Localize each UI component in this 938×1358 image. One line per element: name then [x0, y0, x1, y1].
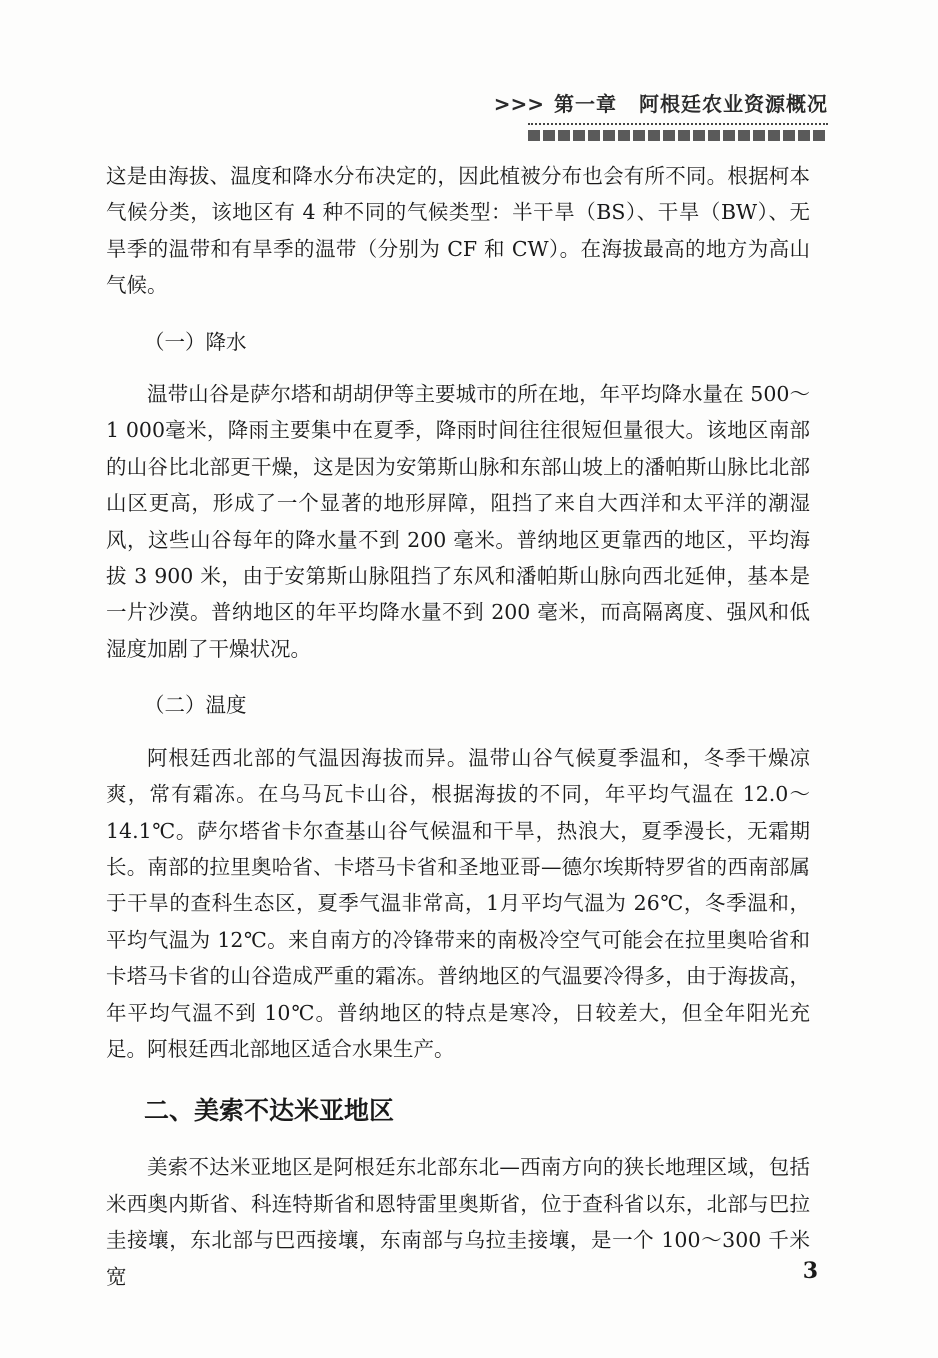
chapter-label: 第一章	[554, 92, 617, 116]
section-heading: 二、美索不达米亚地区	[144, 1096, 395, 1126]
chapter-title: 阿根廷农业资源概况	[639, 92, 828, 116]
header-dotted-rule	[528, 121, 828, 125]
precipitation-heading: （一）降水	[144, 329, 247, 354]
running-header	[494, 88, 828, 141]
precipitation-paragraph: 温带山谷是萨尔塔和胡胡伊等主要城市的所在地，年平均降水量在 500～1 000毫米，降雨主要集中在夏季，降雨时间往往很短但量很大。该地区南部的山谷比北部更干燥，这是因为安第斯山脉和东部山坡上的潘帕斯山脉比北部山区更高，形成了一个显著的地形屏障，阻挡了来自大西洋和太平洋的潮湿风，这些山谷每年的降水量不到 200 毫米。普纳地区更靠西的地区，平均海拔 3 900 米，由于安第斯山脉阻挡了东风和潘帕斯山脉向西北延伸，基本是一片沙漠。普纳地区的年平均降水量不到 200 毫米，而高隔离度、强风和低湿度加剧了干燥状况。	[106, 382, 810, 661]
header-line	[494, 88, 828, 117]
temperature-paragraph: 阿根廷西北部的气温因海拔而异。温带山谷气候夏季温和，冬季干燥凉爽，常有霜冻。在乌马瓦卡山谷，根据海拔的不同，年平均气温在 12.0～14.1℃。萨尔塔省卡尔查基山谷气候温和干旱，热浪大，夏季漫长，无霜期长。南部的拉里奥哈省、卡塔马卡省和圣地亚哥—德尔埃斯特罗省的西南部属于干旱的查科生态区，夏季气温非常高，1月平均气温为 26℃，冬季温和，平均气温为 12℃。来自南方的冷锋带来的南极冷空气可能会在拉里奥哈省和卡塔马卡省的山谷造成严重的霜冻。普纳地区的气温要冷得多，由于海拔高，年平均气温不到 10℃。普纳地区的特点是寒冷，日较差大，但全年阳光充足。阿根廷西北部地区适合水果生产。	[106, 745, 810, 1061]
section-paragraph: 美索不达米亚地区是阿根廷东北部东北—西南方向的狭长地理区域，包括米西奥内斯省、科连特斯省和恩特雷里奥斯省，位于查科省以东，北部与巴拉圭接壤，东北部与巴西接壤，东南部与乌拉圭接壤，是一个 100～300 千米宽	[106, 1155, 810, 1289]
intro-paragraph: 这是由海拔、温度和降水分布决定的，因此植被分布也会有所不同。根据柯本气候分类，该地区有 4 种不同的气候类型：半干旱（BS）、干旱（BW）、无旱季的温带和有旱季的温带（分别为 CF 和 CW）。在海拔最高的地方为高山气候。	[106, 164, 810, 298]
header-block-rule	[528, 130, 828, 141]
temperature-heading: （二）温度	[144, 693, 247, 718]
page-body	[106, 158, 810, 1295]
header-arrows: >>>	[493, 92, 544, 116]
page-number: 3	[802, 1258, 818, 1284]
